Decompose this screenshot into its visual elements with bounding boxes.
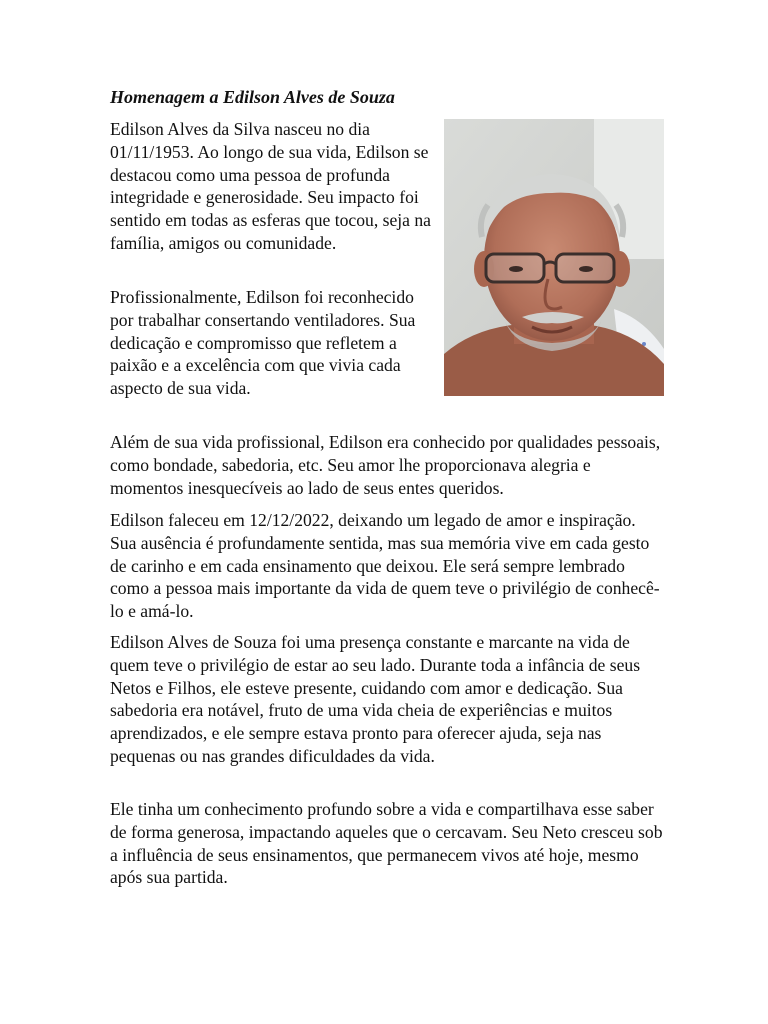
paragraph-birth: Edilson Alves da Silva nasceu no dia 01/11/1953. Ao longo de sua vida, Edilson se destacou como uma pessoa de profunda integridade e generosidade. Seu impacto foi sentido em todas as esferas que tocou, seja na família, amigos ou comunidade.: [110, 119, 431, 253]
document-title: Homenagem a Edilson Alves de Souza: [110, 87, 395, 107]
portrait-illustration: [444, 119, 664, 396]
paragraph-knowledge: Ele tinha um conhecimento profundo sobre a vida e compartilhava esse saber de forma generosa, impactando aqueles que o cercavam. Seu Neto cresceu sob a influência de seus ensinamentos, que permanecem vivos até hoje, mesmo após sua partida.: [110, 799, 663, 888]
paragraph-death: Edilson faleceu em 12/12/2022, deixando um legado de amor e inspiração. Sua ausência é profundamente sentida, mas sua memória vive em cada gesto de carinho e em cada ensinamento que deixou. Ele será sempre lembrado como a pessoa mais importante da vida de quem teve o privilégio de conhecê-lo e amá-lo.: [110, 510, 660, 622]
paragraph-presence: Edilson Alves de Souza foi uma presença constante e marcante na vida de quem teve o privilégio de estar ao seu lado. Durante toda a infância de seus Netos e Filhos, ele esteve presente, cuidando com amor e dedicação. Sua sabedoria era notável, fruto de uma vida cheia de experiências e muitos aprendizados, e ele sempre estava pronto para oferecer ajuda, seja nas pequenas ou nas grandes dificuldades da vida.: [110, 632, 641, 766]
portrait-photo: [444, 119, 664, 396]
paragraph-personal: Além de sua vida profissional, Edilson era conhecido por qualidades pessoais, como bondade, sabedoria, etc. Seu amor lhe proporcionava alegria e momentos inesquecíveis ao lado de seus entes queridos.: [110, 432, 661, 498]
paragraph-profession: Profissionalmente, Edilson foi reconhecido por trabalhar consertando ventiladores. Sua dedicação e compromisso que refletem a paixão e a excelência com que vivia cada aspecto de sua vida.: [110, 287, 416, 399]
